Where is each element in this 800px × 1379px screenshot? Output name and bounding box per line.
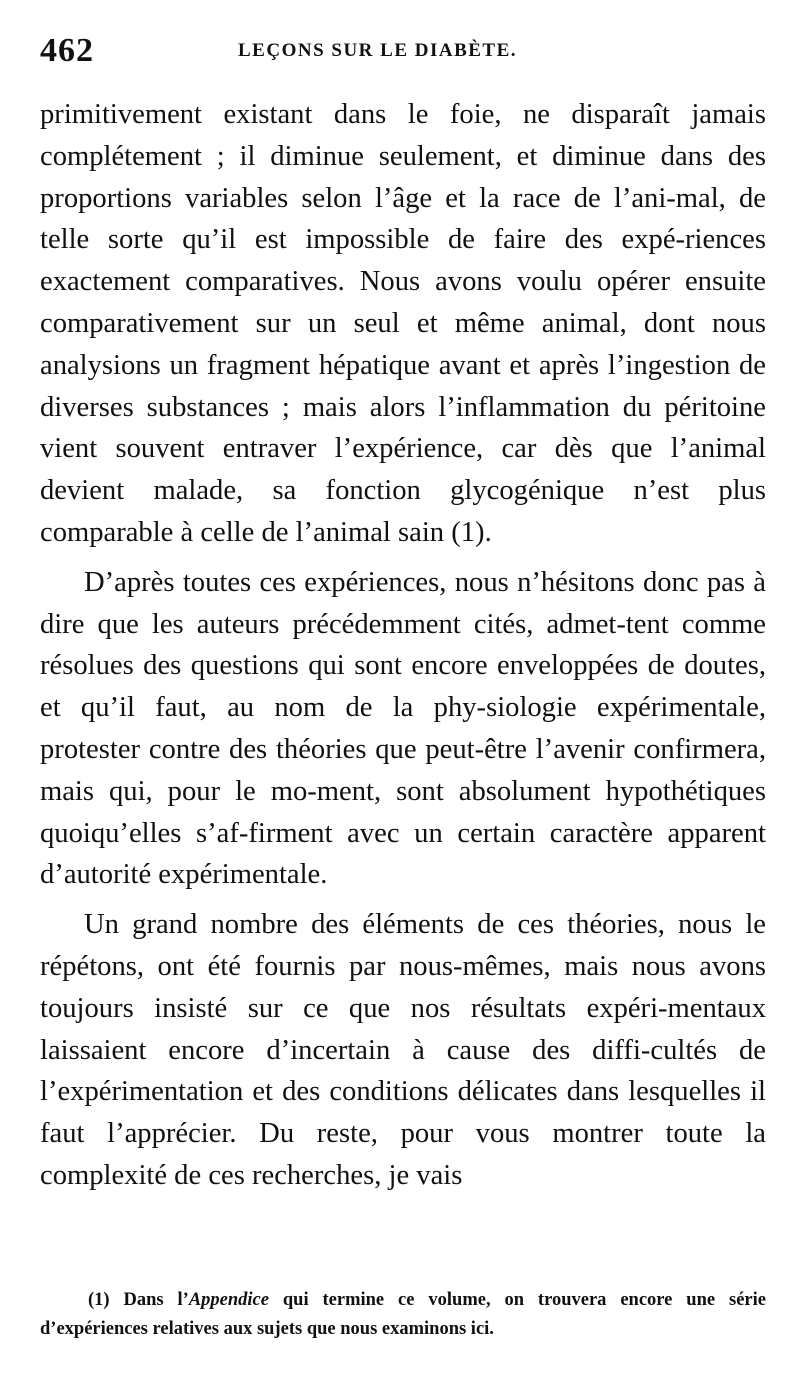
footnote [40,1286,766,1344]
footnote-text-before: Dans l’ [123,1290,189,1310]
paragraph-1: primitivement existant dans le foie, ne disparaît jamais complétement ; il diminue seulement, et diminue dans des proportions variables selon l’âge et la race de l’ani-mal, de telle sorte qu’il est impossible de faire des expé-riences exactement comparatives. Nous avons voulu opérer ensuite comparativement sur un seul et même animal, dont nous analysions un fragment hépatique avant et après l’ingestion de diverses substances ; mais alors l’inflammation du péritoine vient souvent entraver l’expérience, car dès que l’animal devient malade, sa fonction glycogénique n’est plus comparable à celle de l’animal sain (1). [40,99,766,548]
footnote-marker: (1) [88,1290,110,1310]
paragraph-2: D’après toutes ces expériences, nous n’hésitons donc pas à dire que les auteurs précédemment cités, admet-tent comme résolues des questions qui sont encore enveloppées de doutes, et qu’il faut, au nom de la phy-siologie expérimentale, protester contre des théories que peut-être l’avenir confirmera, mais qui, pour le mo-ment, sont absolument hypothétiques quoiqu’elles s’af-firment avec un certain caractère apparent d’autorité expérimentale. [40,566,766,891]
footnote-italic: Appendice [188,1290,269,1310]
page-header [40,26,766,76]
footnote-text [40,1286,766,1344]
page-number: 462 [40,32,94,69]
paragraph-3: Un grand nombre des éléments de ces théories, nous le répétons, ont été fournis par nous-mêmes, mais nous avons toujours insisté sur ce que nos résultats expéri-mentaux laissaient encore d’incertain à cause des diffi-cultés de l’expérimentation et des conditions délicates dans lesquelles il faut l’apprécier. Du reste, pour vous montrer toute la complexité de ces recherches, je vais [40,909,766,1191]
main-text [40,94,766,1197]
footnote-text-after: qui termine ce volume, on trouvera encore une série d’expériences relatives aux sujets que nous examinons ici. [40,1290,766,1339]
running-head: LEÇONS SUR LE DIABÈTE. [238,40,518,61]
